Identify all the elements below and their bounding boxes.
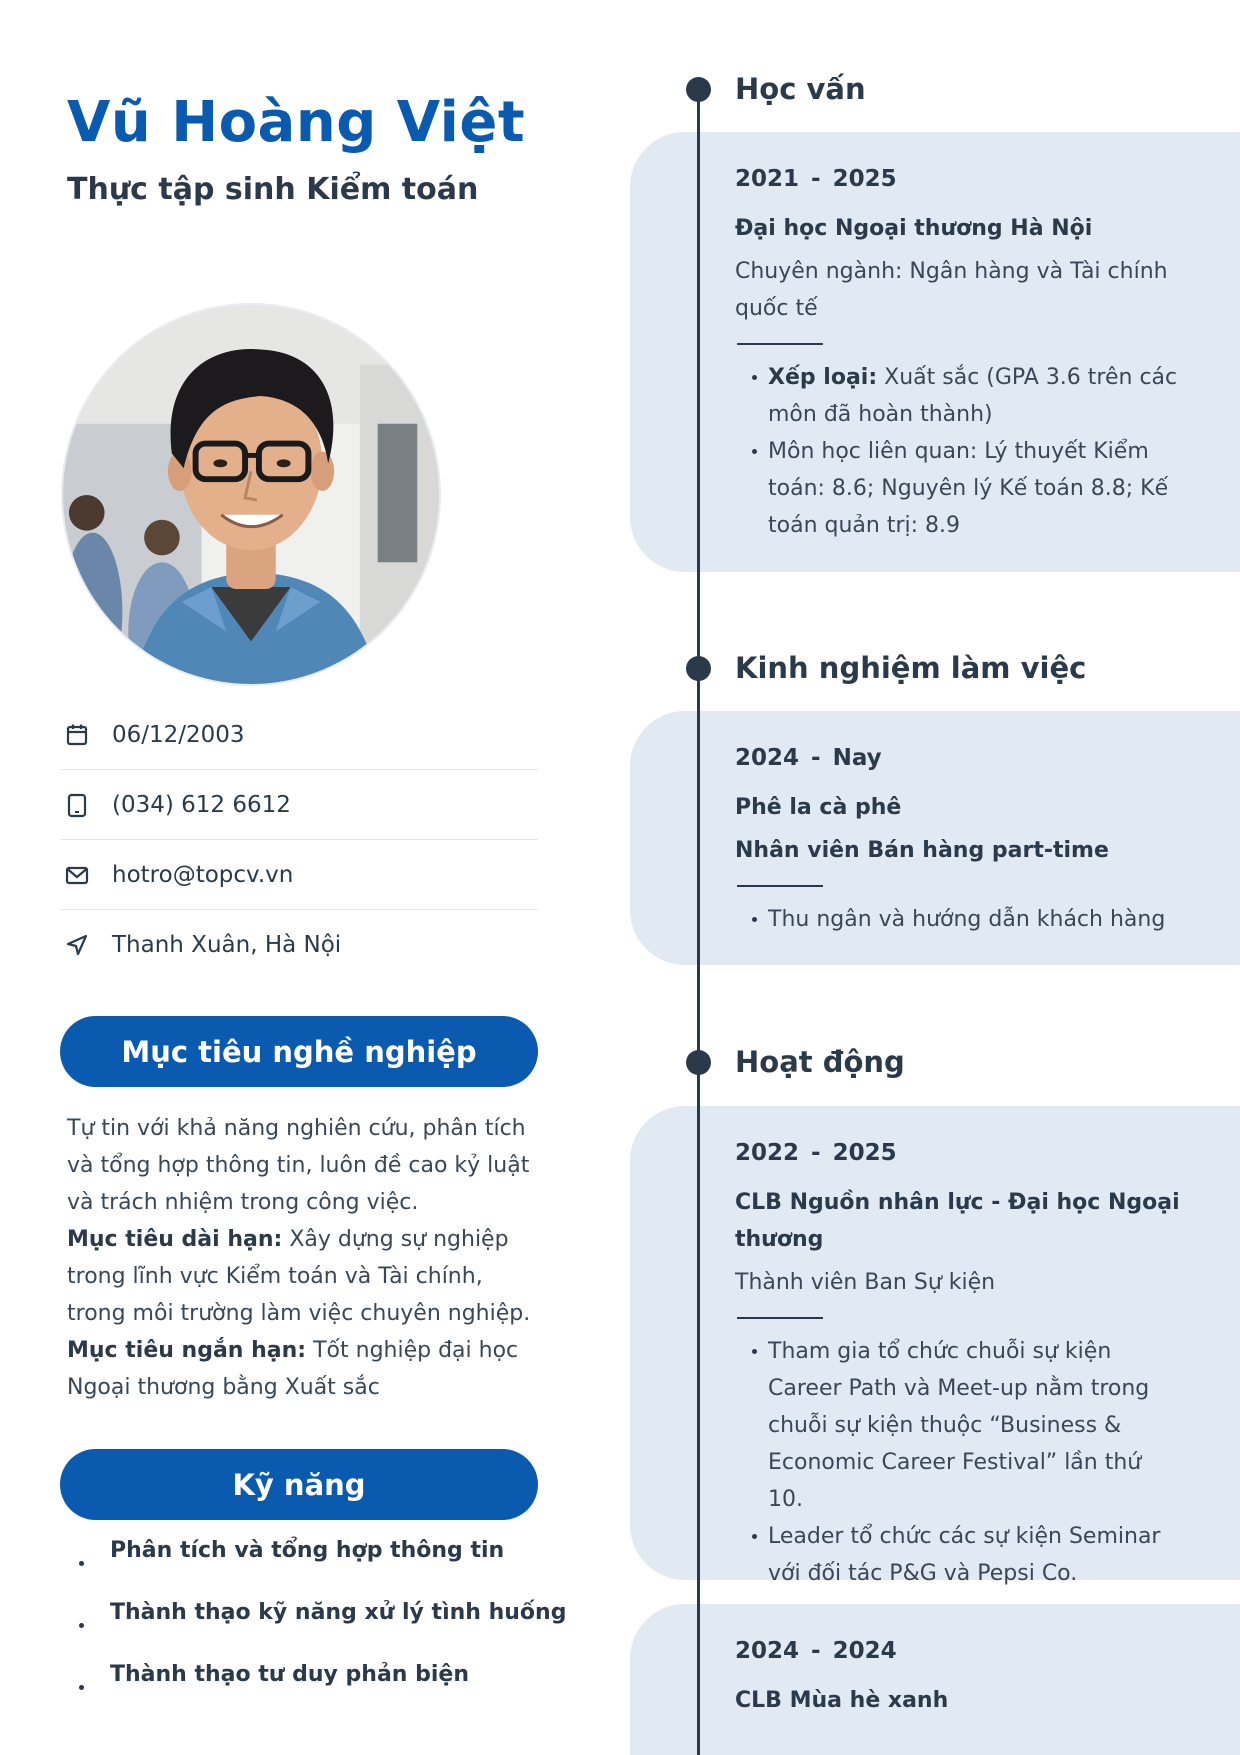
education-heading: Học vấn (735, 72, 866, 106)
experience-years: 2024 - Nay (735, 745, 882, 771)
address-text: Thanh Xuân, Hà Nội (112, 932, 342, 958)
education-school: Đại học Ngoại thương Hà Nội (735, 216, 1093, 241)
education-years: 2021 - 2025 (735, 166, 897, 192)
experience-duty: Thu ngân và hướng dẫn khách hàng (735, 901, 1180, 938)
candidate-name: Vũ Hoàng Việt (67, 90, 526, 155)
skills-list (66, 1538, 567, 1724)
objective-long-term (67, 1221, 547, 1332)
education-major: Chuyên ngành: Ngân hàng và Tài chính quốc tế (735, 259, 1168, 321)
long-term-text: Xây dựng sự nghiệp trong lĩnh vực Kiểm toán và Tài chính, trong môi trường làm việc chuyên nghiệp. (67, 1227, 531, 1326)
activity-org: CLB Mùa hè xanh (735, 1688, 949, 1713)
birthday-text: 06/12/2003 (112, 721, 245, 748)
short-term-text: Tốt nghiệp đại học Ngoại thương bằng Xuất sắc (67, 1338, 519, 1400)
contact-email (60, 840, 538, 910)
activity-divider (737, 1317, 823, 1319)
activity-years: 2024 - 2024 (735, 1638, 897, 1664)
location-arrow-icon (64, 932, 90, 958)
long-term-label: Mục tiêu dài hạn: (67, 1227, 283, 1252)
education-divider (737, 343, 823, 345)
experience-position: Nhân viên Bán hàng part-time (735, 838, 1109, 863)
timeline-dot (686, 77, 711, 102)
avatar (61, 303, 441, 686)
experience-duties (735, 901, 1180, 938)
timeline-dot (686, 656, 711, 681)
rank-text: Xuất sắc (GPA 3.6 trên các môn đã hoàn thành) (768, 365, 1178, 427)
activity-org: CLB Nguồn nhân lực - Đại học Ngoại thương (735, 1190, 1180, 1252)
activity-card (630, 1106, 1240, 1586)
education-rank (735, 359, 1180, 433)
activity-detail: Tham gia tổ chức chuỗi sự kiện Career Path và Meet-up nằm trong chuỗi sự kiện thuộc “Business & Economic Career Festival” lần thứ 10. (735, 1333, 1180, 1518)
objective-body (67, 1110, 547, 1406)
short-term-label: Mục tiêu ngắn hạn: (67, 1338, 307, 1363)
rank-label: Xếp loại: (768, 365, 878, 390)
objective-heading: Mục tiêu nghề nghiệp (60, 1016, 538, 1087)
activity-details (735, 1333, 1180, 1592)
activities-heading: Hoạt động (735, 1045, 905, 1079)
mail-icon (64, 862, 90, 888)
activity-role: Thành viên Ban Sự kiện (735, 1270, 996, 1295)
activity-card (630, 1604, 1240, 1755)
activity-detail: Leader tổ chức các sự kiện Seminar với đối tác P&G và Pepsi Co. (735, 1518, 1180, 1592)
objective-intro: Tự tin với khả năng nghiên cứu, phân tích và tổng hợp thông tin, luôn đề cao kỷ luật và trách nhiệm trong công việc. (67, 1116, 530, 1215)
skill-item: Phân tích và tổng hợp thông tin (66, 1538, 546, 1600)
experience-heading: Kinh nghiệm làm việc (735, 651, 1087, 685)
skills-heading: Kỹ năng (60, 1449, 538, 1520)
timeline-line (697, 88, 700, 1755)
contact-phone (60, 770, 538, 840)
contact-birthday (60, 700, 538, 770)
experience-card (630, 711, 1240, 965)
education-details (735, 359, 1180, 544)
objective-short-term (67, 1332, 547, 1406)
candidate-job-title: Thực tập sinh Kiểm toán (67, 172, 479, 207)
phone-text[interactable]: (034) 612 6612 (112, 791, 291, 818)
contact-list (60, 700, 538, 980)
calendar-icon (64, 722, 90, 748)
phone-icon (64, 792, 90, 818)
skill-item: Thành thạo kỹ năng xử lý tình huống (66, 1600, 546, 1662)
email-text[interactable]: hotro@topcv.vn (112, 861, 294, 888)
contact-address (60, 910, 538, 980)
experience-divider (737, 885, 823, 887)
experience-company: Phê la cà phê (735, 795, 902, 820)
activity-years: 2022 - 2025 (735, 1140, 897, 1166)
education-courses: Môn học liên quan: Lý thuyết Kiểm toán: 8.6; Nguyên lý Kế toán 8.8; Kế toán quản trị: 8.9 (735, 433, 1180, 544)
timeline-dot (686, 1050, 711, 1075)
education-card (630, 132, 1240, 572)
skill-item: Thành thạo tư duy phản biện (66, 1662, 546, 1724)
